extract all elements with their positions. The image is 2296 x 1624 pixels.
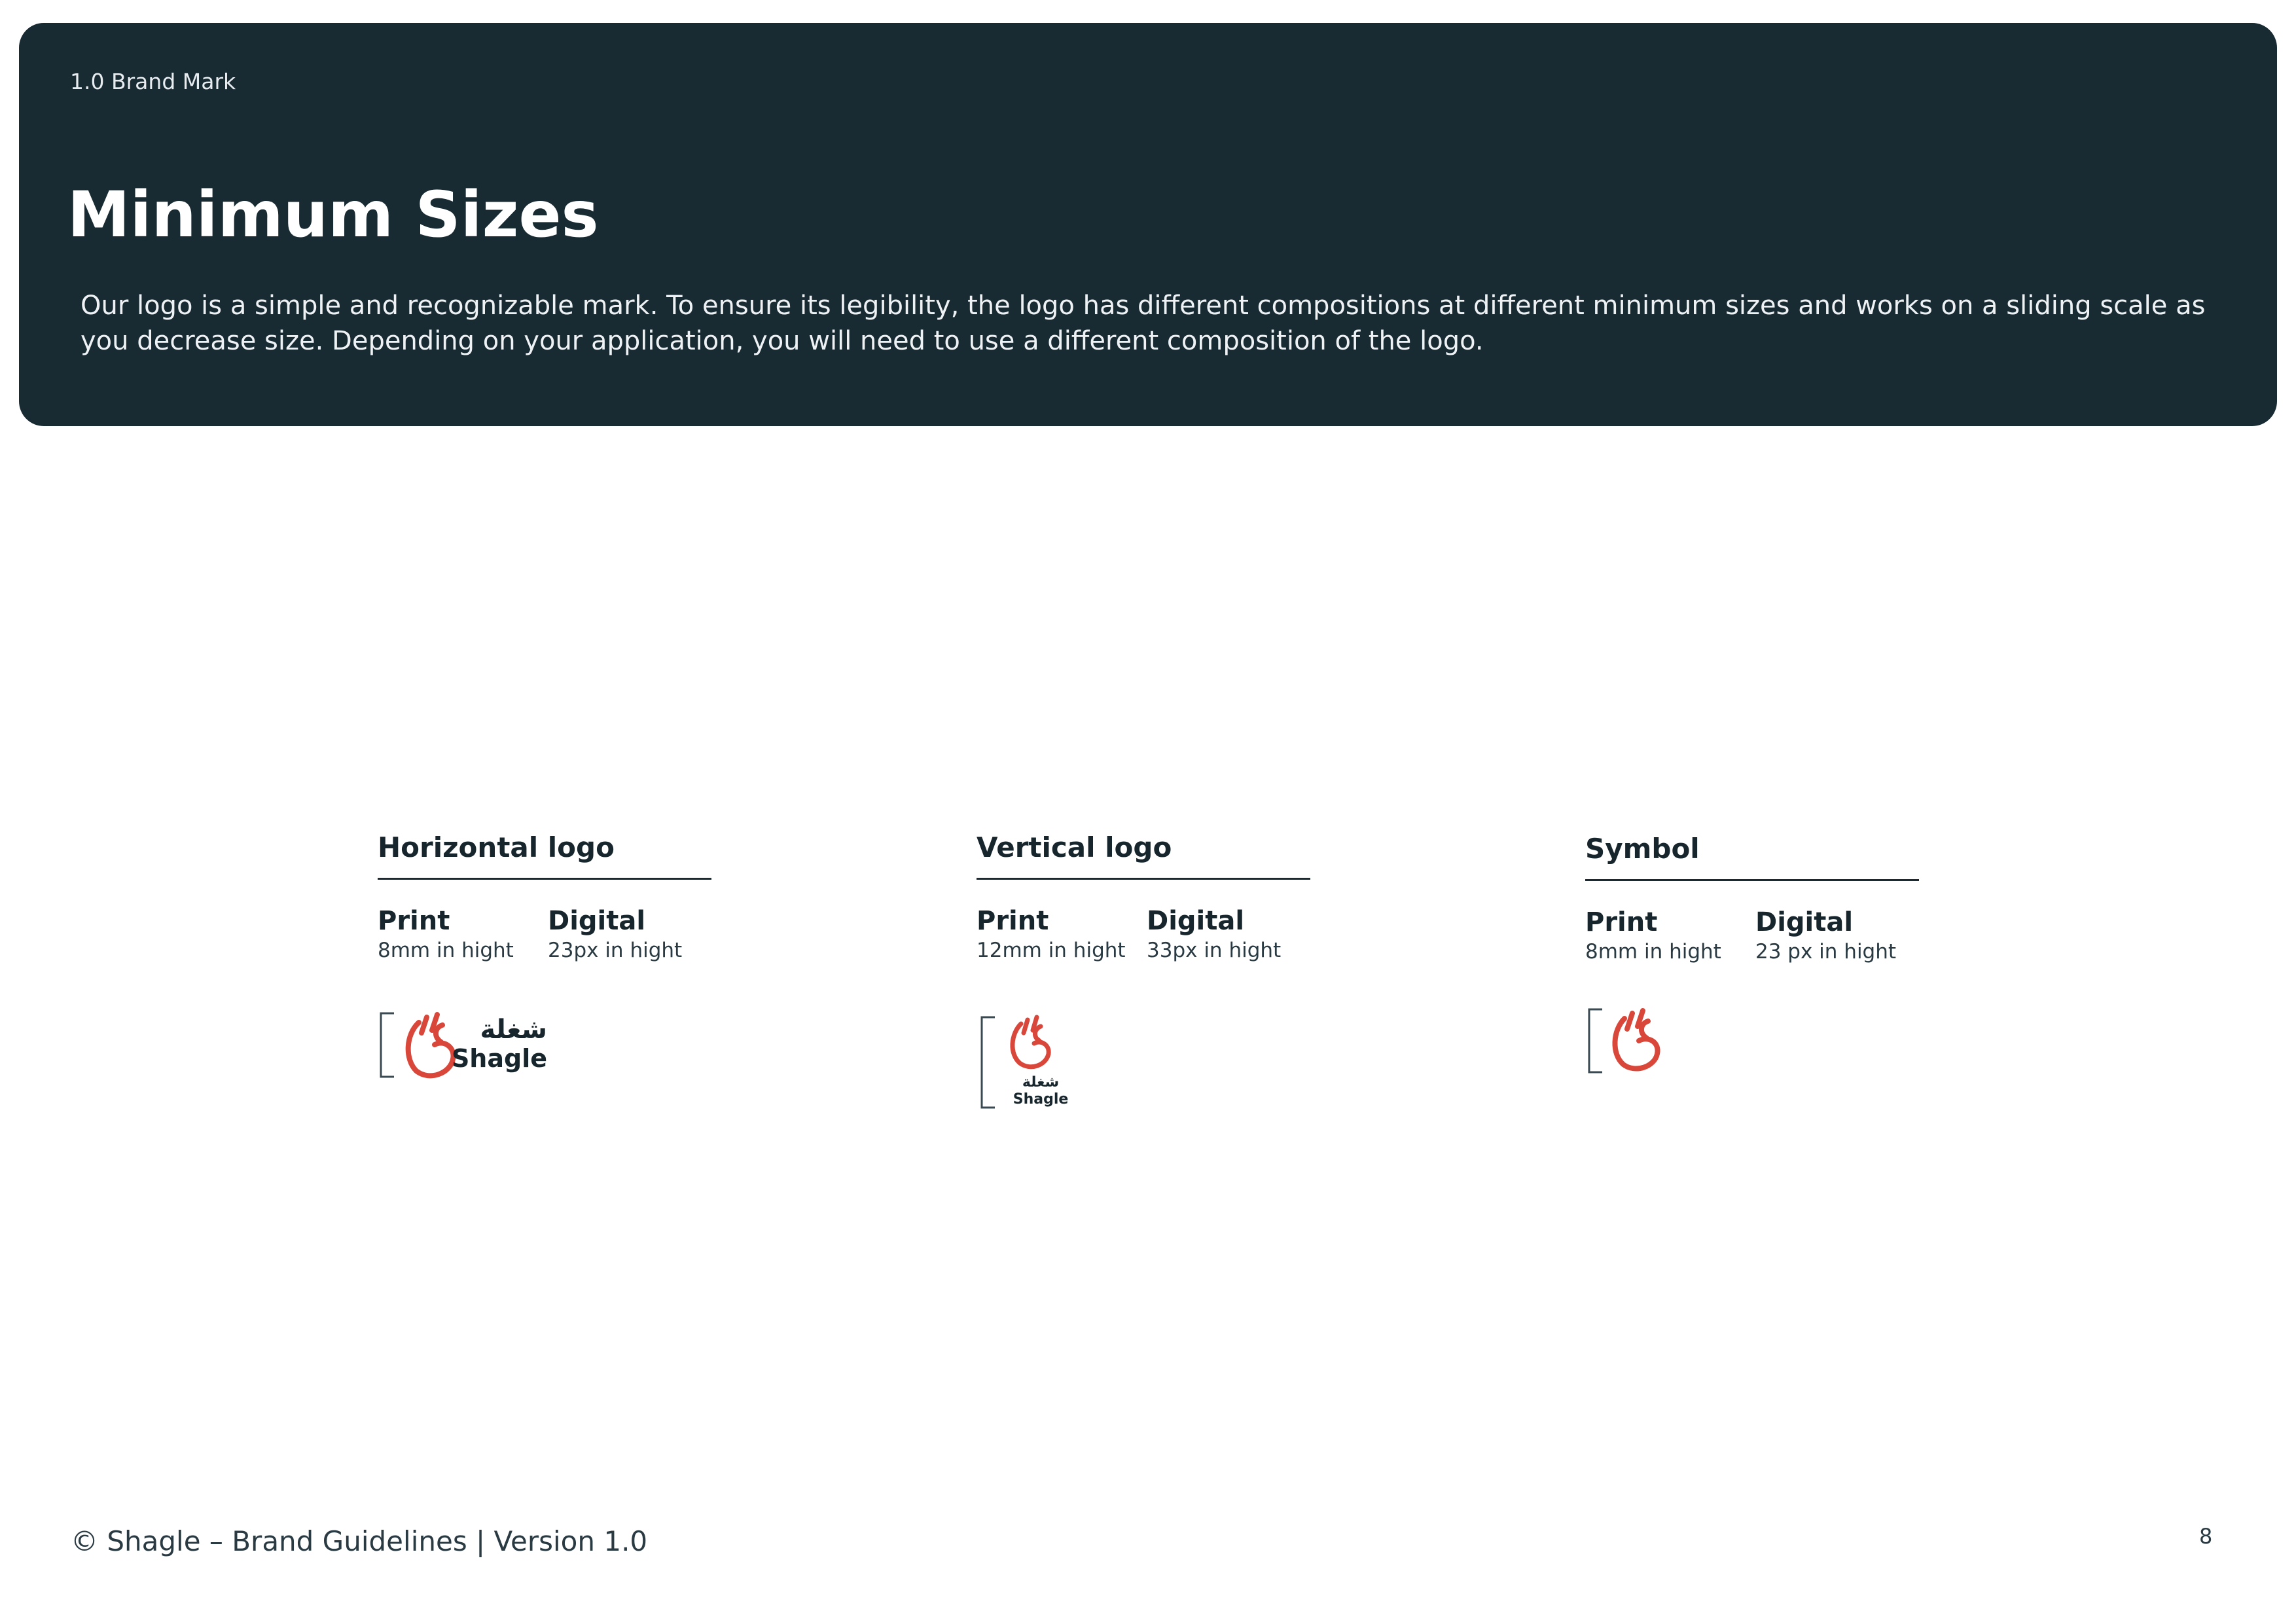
- digital-spec: [1147, 906, 1317, 962]
- column-title: Symbol: [1585, 833, 1919, 881]
- wordmark-english: Shagle: [451, 1044, 547, 1073]
- size-specs: [378, 906, 718, 962]
- wordmark-arabic: شغلة: [480, 1015, 547, 1045]
- print-label: Print: [1585, 907, 1658, 937]
- digital-label: Digital: [548, 906, 646, 936]
- print-value: 8mm in hight: [1585, 940, 1721, 964]
- wordmark-english: Shagle: [1013, 1091, 1069, 1108]
- digital-value: 23 px in hight: [1755, 940, 1897, 964]
- print-label: Print: [378, 906, 450, 936]
- digital-value: 23px in hight: [548, 939, 683, 962]
- size-bracket-icon: [1589, 1009, 1602, 1072]
- section-label: 1.0 Brand Mark: [70, 69, 236, 94]
- wordmark-arabic: شغلة: [1022, 1074, 1060, 1091]
- print-value: 8mm in hight: [378, 939, 514, 962]
- column-title: Horizontal logo: [378, 831, 711, 880]
- size-bracket-icon: [381, 1013, 394, 1077]
- column-vertical-logo: [977, 831, 1317, 962]
- print-label: Print: [977, 906, 1049, 936]
- print-value: 12mm in hight: [977, 939, 1126, 962]
- column-symbol: [1585, 833, 1926, 964]
- footer-copyright: © Shagle – Brand Guidelines | Version 1.0: [71, 1525, 648, 1557]
- size-specs: [1585, 907, 1926, 964]
- size-specs: [977, 906, 1317, 962]
- shagle-hand-symbol-icon: [408, 1015, 454, 1075]
- intro-text: Our logo is a simple and recognizable mark. To ensure its legibility, the logo has different compositions at different minimum sizes and works on a sliding scale as you decrease size. Depending on your application, you will need to use a different composition of the logo.: [81, 291, 2206, 356]
- shagle-hand-symbol-icon: [1615, 1011, 1657, 1069]
- print-spec: [378, 906, 548, 962]
- page-title: Minimum Sizes: [67, 178, 599, 251]
- vertical-logo-sample: [978, 1013, 1076, 1111]
- symbol-logo-sample: [1587, 1005, 1672, 1077]
- header-banner: [19, 23, 2277, 426]
- shagle-hand-symbol-icon: [1013, 1017, 1049, 1067]
- column-horizontal-logo: [378, 831, 718, 962]
- digital-spec: [548, 906, 718, 962]
- horizontal-logo-sample: [378, 1008, 555, 1080]
- size-bracket-icon: [982, 1017, 995, 1108]
- digital-value: 33px in hight: [1147, 939, 1282, 962]
- column-title: Vertical logo: [977, 831, 1310, 880]
- page-number: 8: [2199, 1524, 2213, 1549]
- print-spec: [1585, 907, 1755, 964]
- digital-label: Digital: [1755, 907, 1854, 937]
- digital-spec: [1755, 907, 1926, 964]
- digital-label: Digital: [1147, 906, 1245, 936]
- print-spec: [977, 906, 1147, 962]
